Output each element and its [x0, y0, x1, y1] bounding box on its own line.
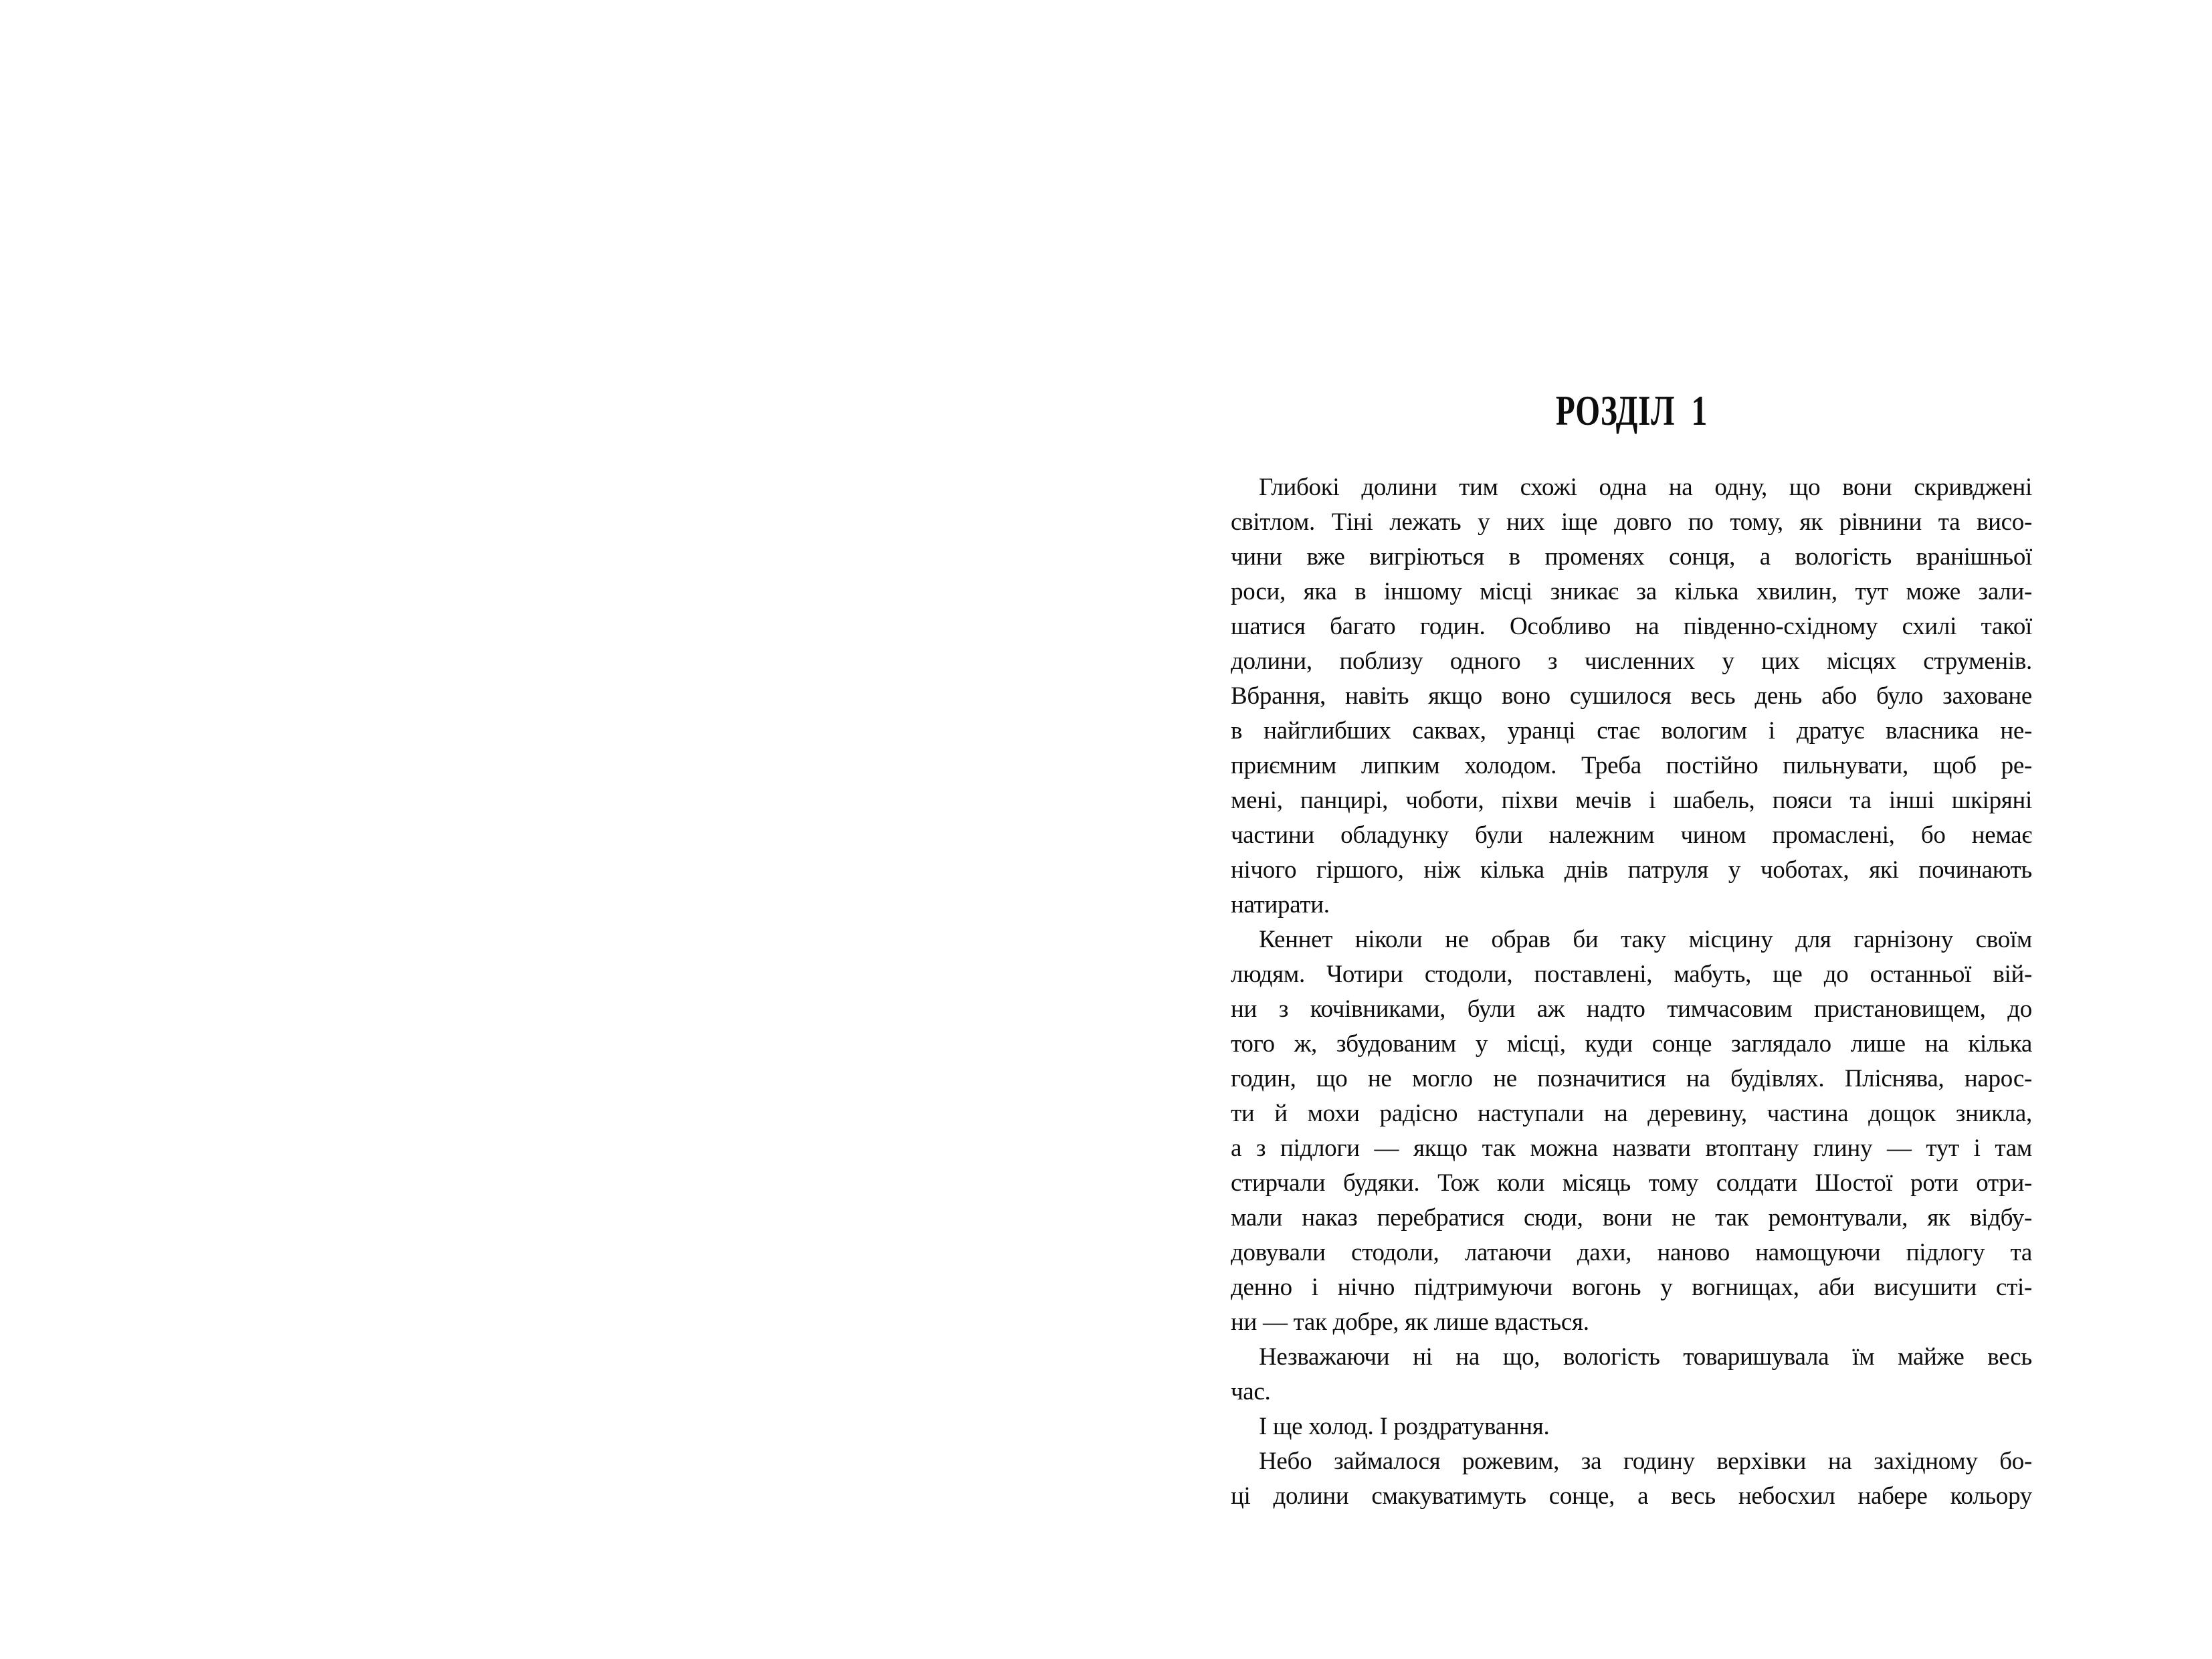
text-line: роси, яка в іншому місці зникає за кілька хвилин, тут може зали-: [1231, 578, 2032, 605]
text-line: час.: [1231, 1378, 1271, 1405]
text-line: денно і нічно підтримуючи вогонь у вогнищах, аби висушити сті-: [1231, 1274, 2032, 1301]
text-line: довували стодоли, латаючи дахи, наново намощуючи підлогу та: [1231, 1239, 2032, 1266]
text-line: натирати.: [1231, 891, 1330, 918]
text-line: мали наказ перебратися сюди, вони не так ремонтували, як відбу-: [1231, 1204, 2032, 1232]
text-line: чини вже вигріються в променях сонця, а вологість вранішньої: [1231, 543, 2032, 571]
text-line: частини обладунку були належним чином промаслені, бо немає: [1231, 821, 2032, 849]
paragraph: [1231, 922, 2032, 1340]
text-line: Вбрання, навіть якщо воно сушилося весь день або було заховане: [1231, 682, 2032, 710]
text-line: світлом. Тіні лежать у них іще довго по тому, як рівнини та висо-: [1231, 508, 2032, 536]
body-text: [1231, 470, 2032, 1514]
paragraph: [1231, 1444, 2032, 1514]
paragraph: [1231, 1409, 2032, 1444]
text-line: Небо займалося рожевим, за годину верхівки на західному бо-: [1259, 1448, 2032, 1475]
text-line: ти й мохи радісно наступали на деревину, частина дощок зникла,: [1231, 1100, 2032, 1127]
text-line: стирчали будяки. Тож коли місяць тому солдати Шостої роти отри-: [1231, 1169, 2032, 1197]
text-line: мені, панцирі, чоботи, піхви мечів і шабель, пояси та інші шкіряні: [1231, 787, 2032, 814]
text-line: І ще холод. І роздратування.: [1259, 1413, 1550, 1440]
paragraph: [1231, 1340, 2032, 1409]
text-line: а з підлоги — якщо так можна назвати втоптану глину — тут і там: [1231, 1135, 2032, 1162]
text-line: ни з кочівниками, були аж надто тимчасовим пристановищем, до: [1231, 995, 2032, 1023]
text-line: Глибокі долини тим схожі одна на одну, що вони скривджені: [1259, 474, 2032, 501]
text-line: людям. Чотири стодоли, поставлені, мабуть, ще до останньої вій-: [1231, 961, 2032, 988]
text-line: в найглибших саквах, уранці стає вологим і дратує власника не-: [1231, 717, 2032, 745]
text-line: годин, що не могло не позначитися на будівлях. Пліснява, нарос-: [1231, 1065, 2032, 1092]
text-line: нічого гіршого, ніж кілька днів патруля у чоботах, які починають: [1231, 856, 2032, 884]
text-line: ці долини смакуватимуть сонце, а весь небосхил набере кольору: [1231, 1482, 2032, 1510]
text-line: Кеннет ніколи не обрав би таку місцину для гарнізону своїм: [1259, 926, 2032, 953]
paragraph: [1231, 470, 2032, 922]
text-line: ни — так добре, як лише вдасться.: [1231, 1308, 1589, 1336]
text-line: того ж, збудованим у місці, куди сонце заглядало лише на кілька: [1231, 1030, 2032, 1058]
chapter-title-text: РОЗДІЛ 1: [1555, 387, 1708, 434]
text-line: шатися багато годин. Особливо на південно-східному схилі такої: [1231, 613, 2032, 640]
chapter-title: [1231, 389, 2032, 432]
text-line: Незважаючи ні на що, вологість товаришувала їм майже весь: [1259, 1343, 2032, 1371]
text-line: приємним липким холодом. Треба постійно пильнувати, щоб ре-: [1231, 752, 2032, 779]
text-line: долини, поблизу одного з численних у цих місцях струменів.: [1231, 648, 2032, 675]
